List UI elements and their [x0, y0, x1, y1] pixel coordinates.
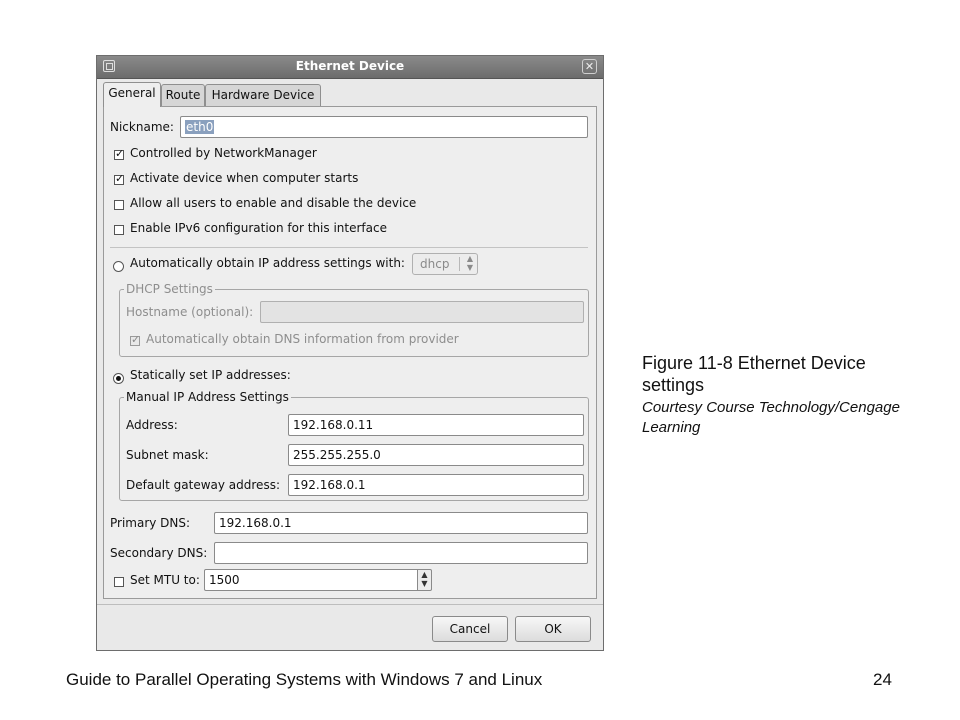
figure-credit: Courtesy Course Technology/Cengage Learning: [642, 399, 900, 436]
tab-hardware-device[interactable]: Hardware Device: [205, 84, 321, 106]
address-label: Address:: [126, 418, 178, 432]
figure-caption: [642, 352, 932, 438]
set-mtu-label: Set MTU to:: [130, 573, 200, 587]
enable-ipv6-checkbox[interactable]: [114, 225, 124, 235]
gateway-label: Default gateway address:: [126, 478, 280, 492]
primary-dns-field[interactable]: 192.168.0.1: [214, 512, 588, 534]
mtu-field[interactable]: 1500: [204, 569, 418, 591]
subnet-mask-field[interactable]: 255.255.255.0: [288, 444, 584, 466]
subnet-mask-label: Subnet mask:: [126, 448, 209, 462]
figure-title: Figure 11-8 Ethernet Device settings: [642, 353, 866, 395]
button-separator: [97, 604, 603, 605]
gateway-field[interactable]: 192.168.0.1: [288, 474, 584, 496]
nickname-field[interactable]: [180, 116, 588, 138]
close-icon[interactable]: ✕: [582, 59, 597, 74]
mtu-spin-arrows-icon[interactable]: ▲ ▼: [418, 569, 432, 591]
hostname-label: Hostname (optional):: [126, 305, 254, 319]
title-bar[interactable]: [97, 56, 603, 79]
activate-on-start-checkbox[interactable]: [114, 175, 124, 185]
cancel-button[interactable]: Cancel: [432, 616, 508, 642]
window-title: Ethernet Device: [295, 59, 405, 73]
manual-ip-legend: Manual IP Address Settings: [126, 390, 289, 404]
tab-general[interactable]: General: [103, 82, 161, 107]
auto-ip-label: Automatically obtain IP address settings with:: [130, 256, 405, 270]
dhcp-settings-legend: DHCP Settings: [126, 282, 213, 296]
tab-route[interactable]: Route: [161, 84, 205, 106]
activate-on-start-label: Activate device when computer starts: [130, 171, 359, 185]
controlled-by-nm-checkbox[interactable]: [114, 150, 124, 160]
separator: [110, 247, 588, 248]
general-panel: [103, 106, 597, 599]
ethernet-device-dialog: [96, 55, 604, 651]
ok-button[interactable]: OK: [515, 616, 591, 642]
dhcp-settings-group: [119, 282, 589, 357]
allow-all-users-checkbox[interactable]: [114, 200, 124, 210]
hostname-field[interactable]: [260, 301, 584, 323]
combo-separator: [459, 257, 460, 271]
primary-dns-label: Primary DNS:: [110, 516, 191, 530]
ip-method-select[interactable]: [412, 253, 478, 275]
auto-dns-checkbox[interactable]: [130, 336, 140, 346]
static-ip-label: Statically set IP addresses:: [130, 368, 291, 382]
footer-book-title: Guide to Parallel Operating Systems with Windows 7 and Linux: [66, 670, 543, 689]
nickname-value: eth0: [186, 120, 214, 134]
footer-page-number: 24: [873, 670, 892, 689]
secondary-dns-field[interactable]: [214, 542, 588, 564]
address-field[interactable]: 192.168.0.11: [288, 414, 584, 436]
allow-all-users-label: Allow all users to enable and disable the device: [130, 196, 417, 210]
nickname-label: Nickname:: [110, 120, 174, 134]
ip-method-value: dhcp: [420, 257, 450, 271]
controlled-by-nm-label: Controlled by NetworkManager: [130, 146, 317, 160]
auto-dns-label: Automatically obtain DNS information from provider: [146, 332, 459, 346]
combo-arrows-icon: ▲ ▼: [466, 254, 473, 272]
enable-ipv6-label: Enable IPv6 configuration for this interface: [130, 221, 387, 235]
secondary-dns-label: Secondary DNS:: [110, 546, 208, 560]
set-mtu-checkbox[interactable]: [114, 577, 124, 587]
manual-ip-group: [119, 390, 589, 501]
auto-ip-radio[interactable]: [113, 261, 124, 272]
static-ip-radio[interactable]: [113, 373, 124, 384]
